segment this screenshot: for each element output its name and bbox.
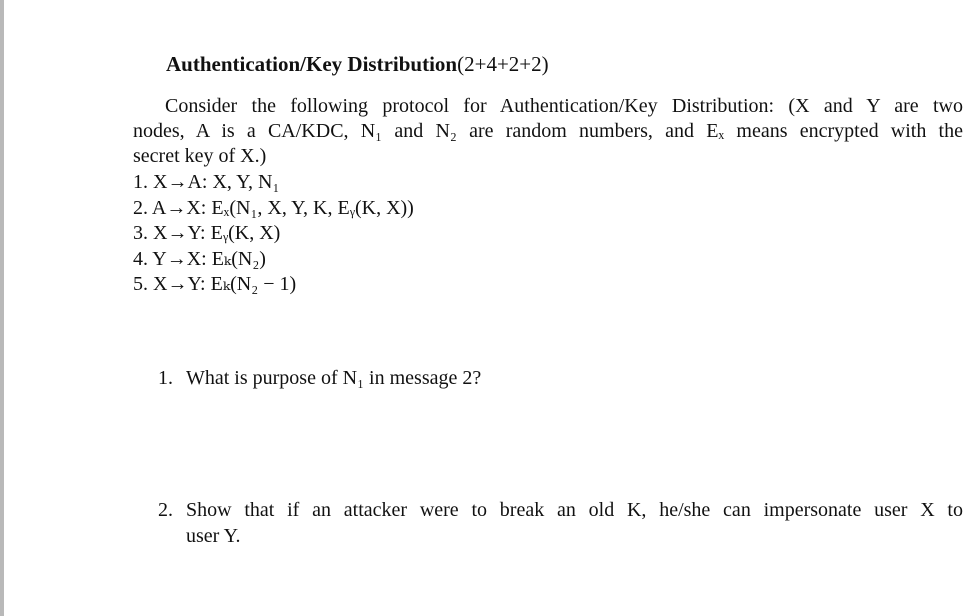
protocol-step-3: 3. X→Y: Eᵧ(K, X) [133,222,281,244]
question-2 [158,497,963,549]
protocol-steps [133,170,414,298]
intro-line-1: Consider the following protocol for Authentication/Key Distribution: (X and Y are two [165,95,963,117]
question-2-line-1 [158,497,963,523]
page-left-border [0,0,4,616]
protocol-intro [133,94,963,169]
intro-line-3: secret key of X.) [133,145,267,167]
question-1-number: 1. [158,367,173,389]
heading-title: Authentication/Key Distribution [166,52,458,76]
protocol-step-2: 2. A→X: Eₓ(N₁, X, Y, K, Eᵧ(K, X)) [133,196,414,219]
question-1-text: What is purpose of N₁ in message 2? [186,367,482,389]
section-heading [166,50,549,78]
heading-points: (2+4+2+2) [457,52,549,76]
intro-line-2: nodes, A is a CA/KDC, N₁ and N₂ are random numbers, and Eₓ means encrypted with the [133,120,963,142]
protocol-step-4: 4. Y→X: Eₖ(N₂) [133,247,266,270]
protocol-step-5: 5. X→Y: Eₖ(N₂ − 1) [133,273,297,295]
protocol-step-1: 1. X→A: X, Y, N₁ [133,171,280,193]
question-2-line-2: user Y. [186,525,241,547]
question-2-number: 2. [158,499,173,521]
question-1 [158,365,481,391]
question-2-text-1: Show that if an attacker were to break an old K, he/she can impersonate user X to [186,499,963,521]
